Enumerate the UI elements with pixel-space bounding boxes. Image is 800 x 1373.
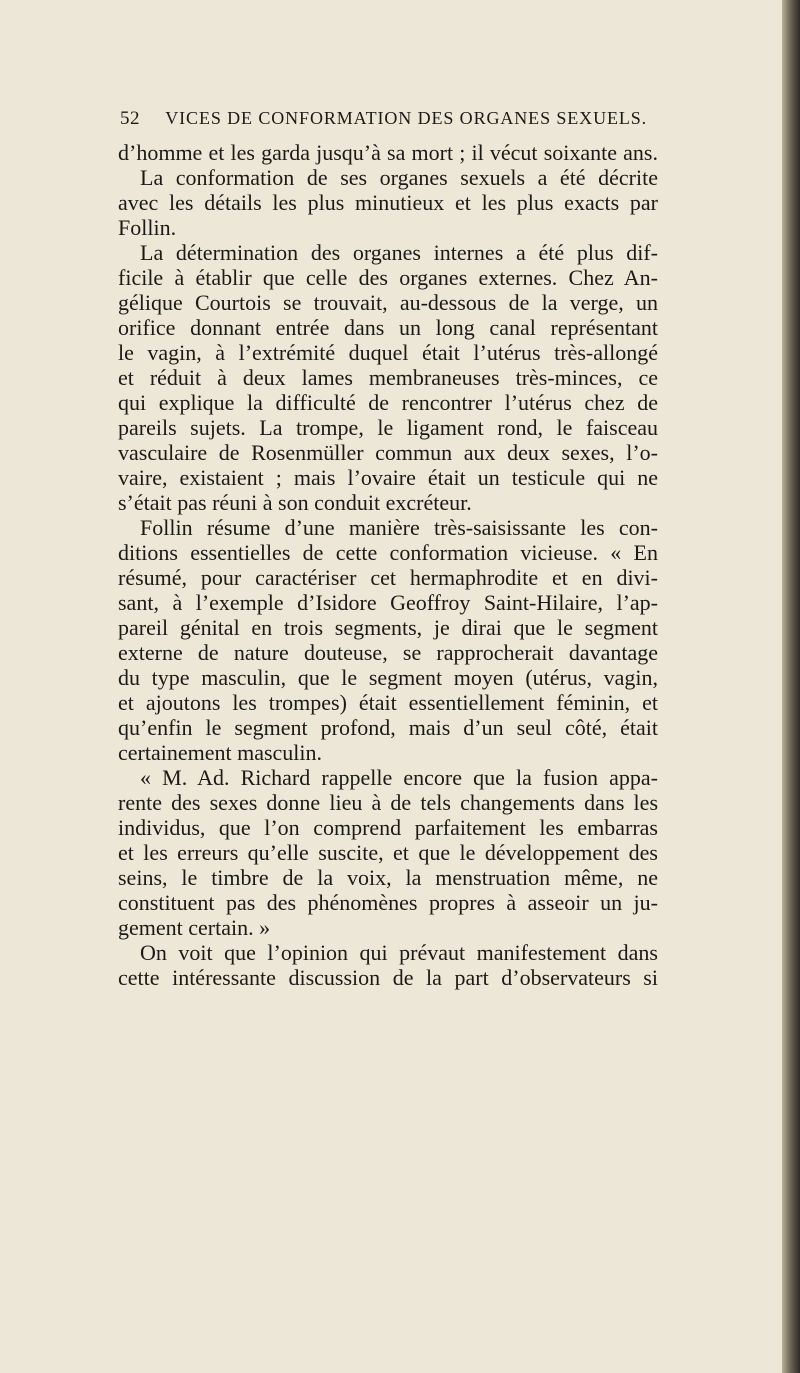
text-line: seins, le timbre de la voix, la menstruation même, ne	[118, 865, 658, 890]
text-line: ditions essentielles de cette conformation vicieuse. « En	[118, 540, 658, 565]
running-head	[120, 108, 680, 138]
page-edge-shadow	[782, 0, 800, 1373]
text-line: et ajoutons les trompes) était essentiellement féminin, et	[118, 690, 658, 715]
text-line: gement certain. »	[118, 915, 271, 940]
text-line: et réduit à deux lames membraneuses très-minces, ce	[118, 365, 658, 390]
text-line: externe de nature douteuse, se rapprocherait davantage	[118, 640, 658, 665]
text-line: rente des sexes donne lieu à de tels changements dans les	[118, 790, 658, 815]
text-line: pareil génital en trois segments, je dirai que le segment	[118, 615, 658, 640]
text-line: gélique Courtois se trouvait, au-dessous de la verge, un	[118, 290, 658, 315]
text-line: qui explique la difficulté de rencontrer l’utérus chez de	[118, 390, 658, 415]
text-line: On voit que l’opinion qui prévaut manifestement dans	[140, 940, 658, 965]
text-line: du type masculin, que le segment moyen (utérus, vagin,	[118, 665, 658, 690]
text-line: vasculaire de Rosenmüller commun aux deux sexes, l’o-	[118, 440, 658, 465]
text-line: La détermination des organes internes a été plus dif-	[140, 240, 658, 265]
text-line: ficile à établir que celle des organes externes. Chez An-	[118, 265, 658, 290]
text-line: constituent pas des phénomènes propres à asseoir un ju-	[118, 890, 658, 915]
text-line: certainement masculin.	[118, 740, 323, 765]
text-line: avec les détails les plus minutieux et les plus exacts par	[118, 190, 658, 215]
text-line: résumé, pour caractériser cet hermaphrodite et en divi-	[118, 565, 658, 590]
text-line: pareils sujets. La trompe, le ligament rond, le faisceau	[118, 415, 658, 440]
text-line: qu’enfin le segment profond, mais d’un seul côté, était	[118, 715, 658, 740]
text-line: orifice donnant entrée dans un long canal représentant	[118, 315, 658, 340]
text-line: La conformation de ses organes sexuels a été décrite	[140, 165, 658, 190]
text-line: « M. Ad. Richard rappelle encore que la fusion appa-	[140, 765, 658, 790]
running-head-title: VICES DE CONFORMATION DES ORGANES SEXUELS.	[165, 108, 648, 128]
text-line: et les erreurs qu’elle suscite, et que le développement des	[118, 840, 658, 865]
text-line: s’était pas réuni à son conduit excréteur.	[118, 490, 472, 515]
text-line: sant, à l’exemple d’Isidore Geoffroy Saint-Hilaire, l’ap-	[118, 590, 658, 615]
text-line: individus, que l’on comprend parfaitement les embarras	[118, 815, 658, 840]
text-line: le vagin, à l’extrémité duquel était l’utérus très-allongé	[118, 340, 658, 365]
text-line: d’homme et les garda jusqu’à sa mort ; il vécut soixante ans.	[118, 140, 658, 165]
page-number: 52	[120, 108, 140, 129]
text-line: Follin résume d’une manière très-saisissante les con-	[140, 515, 658, 540]
text-line: vaire, existaient ; mais l’ovaire était un testicule qui ne	[118, 465, 658, 490]
text-line: Follin.	[118, 215, 177, 240]
text-line: cette intéressante discussion de la part d’observateurs si	[118, 965, 658, 990]
body-text	[118, 140, 658, 990]
